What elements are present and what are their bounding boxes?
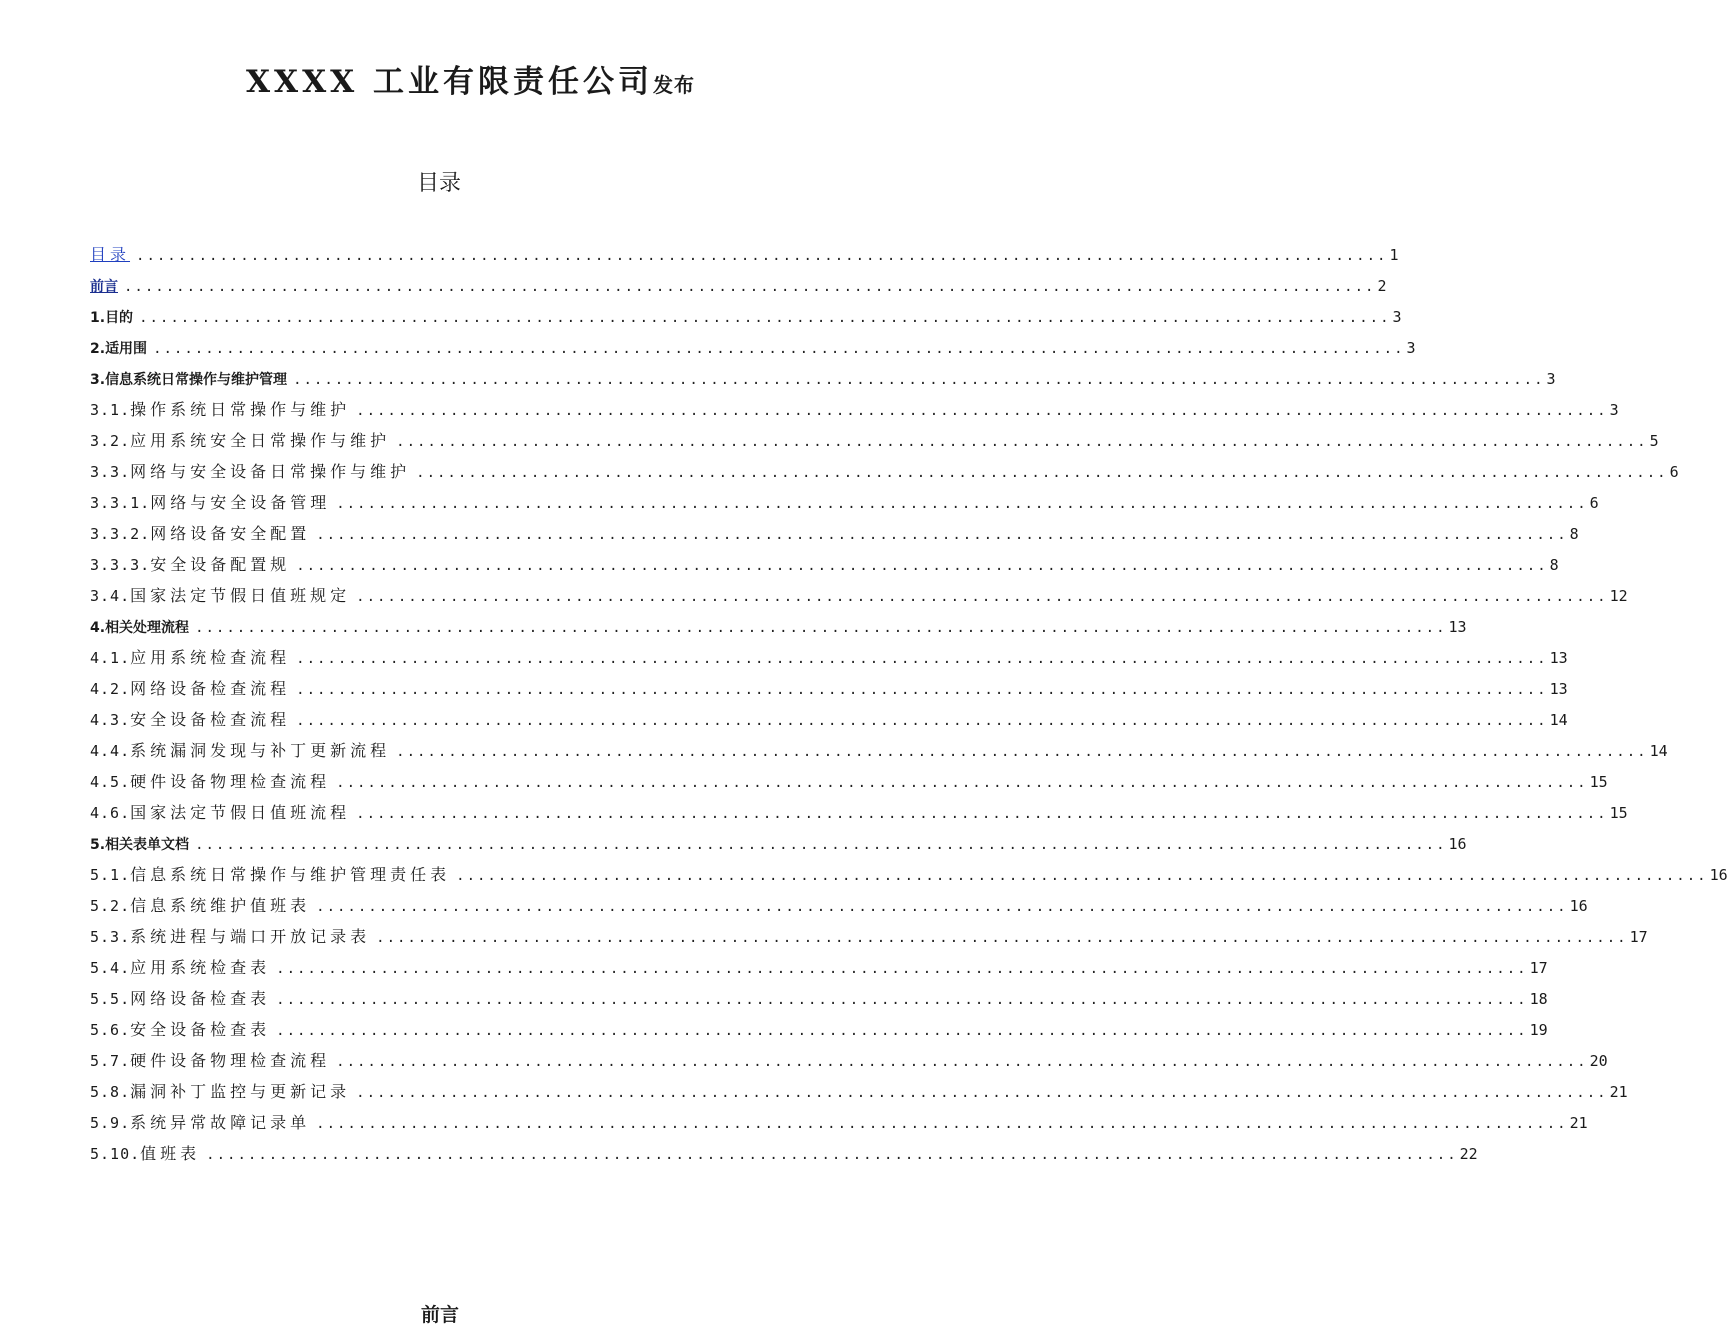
toc-entry[interactable]	[90, 1016, 1548, 1047]
toc-title: 目录	[416, 171, 461, 196]
toc-entry-page: 16	[1569, 897, 1588, 915]
toc-entry-label: 应用系统检查表	[130, 958, 271, 977]
toc-dot-leader: ........................................................................................................................	[276, 1023, 1528, 1039]
toc-dot-leader: ........................................................................................................................	[124, 279, 1376, 295]
toc-entry-number: 4.4.	[90, 742, 131, 760]
table-of-contents	[90, 241, 1728, 1171]
toc-dot-leader: ........................................................................................................................	[195, 837, 1447, 853]
toc-entry[interactable]	[90, 737, 1668, 768]
toc-entry-page: 22	[1459, 1145, 1478, 1163]
toc-dot-leader: ........................................................................................................................	[296, 713, 1548, 729]
toc-entry-label: 安全设备检查流程	[130, 710, 291, 729]
toc-entry-label: 系统漏洞发现与补丁更新流程	[130, 741, 391, 760]
toc-entry[interactable]	[90, 830, 1467, 861]
toc-entry-label: 漏洞补丁监控与更新记录	[130, 1082, 351, 1101]
toc-entry-page: 15	[1609, 804, 1628, 822]
toc-dot-leader: ........................................................................................................................	[139, 310, 1391, 326]
toc-entry[interactable]	[90, 303, 1402, 334]
toc-entry[interactable]	[90, 706, 1568, 737]
toc-entry[interactable]	[90, 861, 1728, 892]
toc-entry[interactable]	[90, 582, 1628, 613]
toc-entry-page: 16	[1448, 835, 1467, 853]
toc-entry[interactable]	[90, 427, 1659, 458]
toc-entry-number: 5.2.	[90, 897, 131, 915]
toc-entry-page: 15	[1589, 773, 1608, 791]
toc-entry-label: 相关处理流程	[105, 620, 190, 636]
toc-dot-leader: ........................................................................................................................	[336, 775, 1588, 791]
toc-dot-leader: ........................................................................................................................	[136, 248, 1388, 264]
toc-entry-label: 信息系统日常操作与维护管理责任表	[130, 865, 451, 884]
toc-entry-number: 3.4.	[90, 587, 131, 605]
toc-entry-page: 3	[1609, 401, 1619, 419]
toc-dot-leader: ........................................................................................................................	[376, 930, 1628, 946]
toc-dot-leader: ........................................................................................................................	[336, 1054, 1588, 1070]
toc-entry-label: 系统异常故障记录单	[130, 1113, 311, 1132]
toc-dot-leader: ........................................................................................................................	[456, 868, 1708, 884]
toc-entry-number: 5.5.	[90, 990, 131, 1008]
toc-entry-number: 5.6.	[90, 1021, 131, 1039]
toc-entry[interactable]	[90, 1140, 1478, 1171]
toc-entry-number: 4.5.	[90, 773, 131, 791]
toc-entry-number: 1.	[90, 310, 106, 326]
toc-entry-number: 5.7.	[90, 1052, 131, 1070]
section-heading-foreword: 前言	[420, 1304, 459, 1326]
toc-entry[interactable]	[90, 489, 1599, 520]
toc-entry-label: 安全设备配置规	[150, 555, 291, 574]
toc-entry-page: 8	[1549, 556, 1559, 574]
publisher-heading	[246, 56, 695, 101]
toc-dot-leader: ........................................................................................................................	[195, 620, 1447, 636]
toc-entry-number: 3.3.2.	[90, 525, 151, 543]
toc-entry-page: 18	[1529, 990, 1548, 1008]
toc-entry-page: 21	[1569, 1114, 1588, 1132]
toc-entry-number: 3.	[90, 372, 106, 388]
toc-entry-page: 8	[1569, 525, 1579, 543]
toc-dot-leader: ........................................................................................................................	[296, 682, 1548, 698]
toc-entry-page: 6	[1589, 494, 1599, 512]
toc-entry-label: 信息系统日常操作与维护管理	[105, 372, 288, 388]
toc-entry[interactable]	[90, 520, 1579, 551]
toc-entry-number: 5.4.	[90, 959, 131, 977]
toc-entry-label: 系统进程与端口开放记录表	[130, 927, 371, 946]
toc-entry-number: 5.10.	[90, 1145, 141, 1163]
toc-entry-label: 相关表单文档	[105, 837, 190, 853]
toc-dot-leader: ........................................................................................................................	[293, 372, 1545, 388]
toc-entry[interactable]	[90, 799, 1628, 830]
toc-entry-label: 网络与安全设备日常操作与维护	[130, 462, 411, 481]
toc-entry-label: 操作系统日常操作与维护	[130, 400, 351, 419]
toc-entry-label: 应用系统安全日常操作与维护	[130, 431, 391, 450]
toc-entry[interactable]	[90, 551, 1559, 582]
toc-entry-number: 4.6.	[90, 804, 131, 822]
toc-dot-leader: ........................................................................................................................	[276, 961, 1528, 977]
toc-entry[interactable]	[90, 1078, 1628, 1109]
toc-entry[interactable]	[90, 892, 1588, 923]
toc-dot-leader: ........................................................................................................................	[316, 527, 1568, 543]
toc-dot-leader: ........................................................................................................................	[276, 992, 1528, 1008]
toc-dot-leader: ........................................................................................................................	[396, 744, 1648, 760]
toc-entry-page: 5	[1649, 432, 1659, 450]
toc-entry-label: 值班表	[140, 1144, 201, 1163]
toc-entry-number: 4.1.	[90, 649, 131, 667]
toc-entry-number: 3.3.1.	[90, 494, 151, 512]
toc-entry-number: 3.3.3.	[90, 556, 151, 574]
toc-entry[interactable]	[90, 644, 1568, 675]
toc-entry-label: 安全设备检查表	[130, 1020, 271, 1039]
toc-entry-page: 13	[1448, 618, 1467, 636]
toc-entry[interactable]	[90, 985, 1548, 1016]
toc-entry-page: 14	[1649, 742, 1668, 760]
toc-entry-label: 适用围	[105, 341, 148, 357]
toc-entry[interactable]	[90, 458, 1679, 489]
toc-entry-label: 网络设备安全配置	[150, 524, 311, 543]
toc-entry-page: 20	[1589, 1052, 1608, 1070]
publisher-name: XXXX 工业有限责任公司	[246, 64, 654, 100]
toc-entry-page: 17	[1529, 959, 1548, 977]
toc-entry-number: 5.1.	[90, 866, 131, 884]
toc-entry[interactable]	[90, 1109, 1588, 1140]
toc-entry[interactable]	[90, 768, 1608, 799]
toc-entry-number: 5.9.	[90, 1114, 131, 1132]
toc-entry-label: 网络设备检查流程	[130, 679, 291, 698]
toc-dot-leader: ........................................................................................................................	[356, 589, 1608, 605]
toc-entry-label: 硬件设备物理检查流程	[130, 772, 331, 791]
toc-entry-label[interactable]: 目录	[90, 245, 131, 264]
toc-entry[interactable]	[90, 365, 1556, 396]
toc-entry-page: 21	[1609, 1083, 1628, 1101]
publisher-suffix: 发布	[653, 73, 696, 97]
toc-entry[interactable]	[90, 954, 1548, 985]
toc-entry-page: 16	[1709, 866, 1728, 884]
toc-entry-number: 4.	[90, 620, 106, 636]
toc-entry-number: 2.	[90, 341, 106, 357]
toc-entry[interactable]	[90, 1047, 1608, 1078]
toc-entry-page: 13	[1549, 649, 1568, 667]
toc-entry-number: 5.3.	[90, 928, 131, 946]
toc-entry-page: 13	[1549, 680, 1568, 698]
toc-entry-number: 3.3.	[90, 463, 131, 481]
toc-dot-leader: ........................................................................................................................	[396, 434, 1648, 450]
toc-entry-number: 3.2.	[90, 432, 131, 450]
toc-entry-label: 网络设备检查表	[130, 989, 271, 1008]
toc-entry-page: 19	[1529, 1021, 1548, 1039]
toc-dot-leader: ........................................................................................................................	[206, 1147, 1458, 1163]
toc-entry[interactable]	[90, 396, 1619, 427]
toc-entry-page: 3	[1392, 308, 1402, 326]
toc-entry[interactable]	[90, 923, 1648, 954]
toc-entry-label[interactable]: 前言	[90, 279, 118, 295]
toc-dot-leader: ........................................................................................................................	[296, 651, 1548, 667]
toc-entry-number: 4.3.	[90, 711, 131, 729]
toc-dot-leader: ........................................................................................................................	[336, 496, 1588, 512]
toc-dot-leader: ........................................................................................................................	[153, 341, 1405, 357]
toc-entry-page: 3	[1546, 370, 1556, 388]
toc-entry-label: 应用系统检查流程	[130, 648, 291, 667]
toc-dot-leader: ........................................................................................................................	[356, 806, 1608, 822]
toc-entry-label: 国家法定节假日值班流程	[130, 803, 351, 822]
toc-entry-number: 3.1.	[90, 401, 131, 419]
toc-entry[interactable]	[90, 613, 1467, 644]
toc-entry-label: 信息系统维护值班表	[130, 896, 311, 915]
toc-entry-label: 网络与安全设备管理	[150, 493, 331, 512]
toc-entry-page: 12	[1609, 587, 1628, 605]
toc-dot-leader: ........................................................................................................................	[316, 899, 1568, 915]
toc-entry-number: 5.	[90, 837, 106, 853]
toc-entry[interactable]	[90, 241, 1399, 272]
toc-entry-page: 1	[1389, 246, 1399, 264]
toc-dot-leader: ........................................................................................................................	[416, 465, 1668, 481]
toc-entry-page: 17	[1629, 928, 1648, 946]
toc-entry-page: 2	[1377, 277, 1387, 295]
toc-dot-leader: ........................................................................................................................	[316, 1116, 1568, 1132]
toc-dot-leader: ........................................................................................................................	[356, 403, 1608, 419]
toc-entry-page: 14	[1549, 711, 1568, 729]
toc-entry-page: 6	[1669, 463, 1679, 481]
toc-dot-leader: ........................................................................................................................	[296, 558, 1548, 574]
toc-entry-number: 4.2.	[90, 680, 131, 698]
toc-entry-label: 国家法定节假日值班规定	[130, 586, 351, 605]
toc-entry[interactable]	[90, 675, 1568, 706]
toc-entry-number: 5.8.	[90, 1083, 131, 1101]
toc-dot-leader: ........................................................................................................................	[356, 1085, 1608, 1101]
toc-entry-page: 3	[1406, 339, 1416, 357]
toc-entry[interactable]	[90, 272, 1387, 303]
toc-entry-label: 硬件设备物理检查流程	[130, 1051, 331, 1070]
toc-entry[interactable]	[90, 334, 1416, 365]
toc-entry-label: 目的	[105, 310, 134, 326]
